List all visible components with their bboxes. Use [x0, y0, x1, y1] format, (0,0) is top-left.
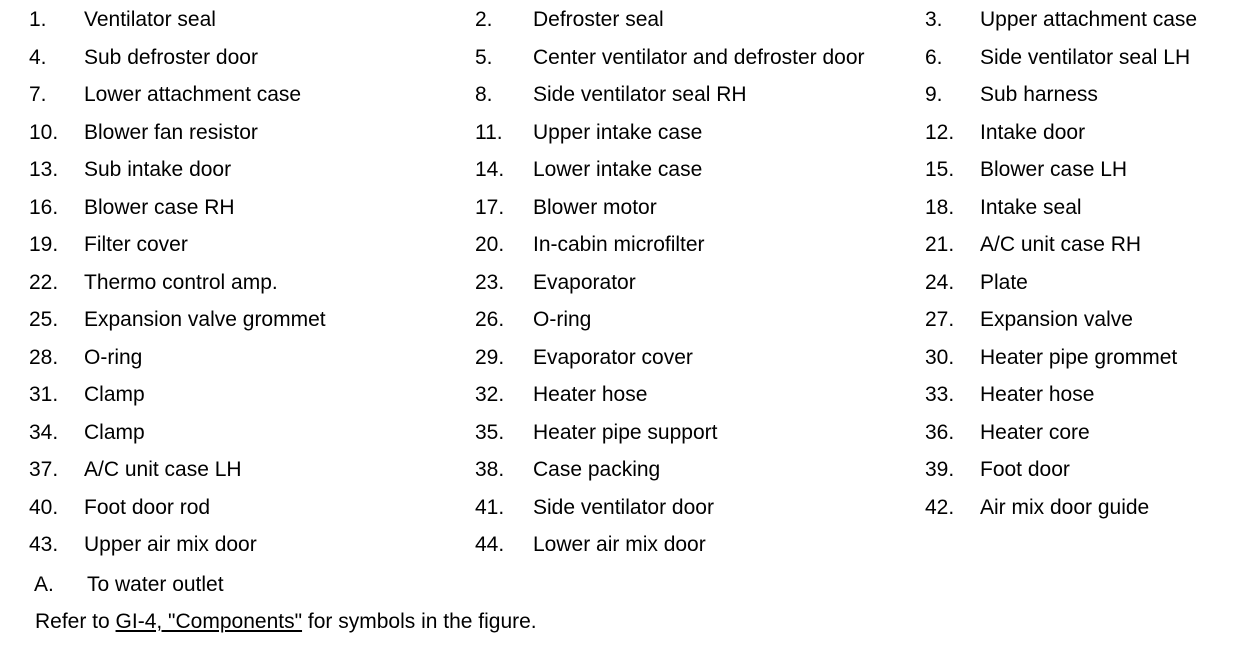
legend-number: 36.	[925, 420, 955, 444]
legend-label: Blower motor	[533, 195, 657, 219]
legend-number: 5.	[475, 45, 493, 69]
legend-label: Evaporator	[533, 270, 636, 294]
legend-label: Intake door	[980, 120, 1086, 144]
legend-number: 43.	[29, 533, 59, 556]
legend-number: 9.	[925, 83, 943, 106]
legend-label: Side ventilator seal LH	[980, 45, 1191, 69]
legend-number: 42.	[925, 495, 955, 519]
legend-number: 30.	[925, 345, 955, 369]
legend-number: 23.	[475, 270, 505, 294]
legend-number: 20.	[475, 233, 505, 256]
note-a-text: To water outlet	[87, 573, 224, 596]
legend-label: Clamp	[84, 420, 145, 444]
note-a	[34, 566, 224, 603]
legend-number: 16.	[29, 195, 59, 219]
legend-label: Sub intake door	[84, 158, 232, 181]
legend-number: 40.	[29, 495, 59, 519]
legend-label: Plate	[980, 270, 1028, 294]
legend-number: 15.	[925, 158, 955, 181]
legend-label: Heater pipe grommet	[980, 345, 1178, 369]
legend-label: Thermo control amp.	[84, 270, 278, 294]
legend-number: 21.	[925, 233, 955, 256]
legend-number: 31.	[29, 383, 59, 406]
legend-number: 37.	[29, 458, 59, 481]
legend-label: Blower fan resistor	[84, 120, 258, 144]
legend-label: Side ventilator door	[533, 495, 714, 519]
legend-label: Case packing	[533, 458, 661, 481]
legend-label: Heater hose	[533, 383, 648, 406]
legend-label: Upper intake case	[533, 120, 703, 144]
legend-label: Center ventilator and defroster door	[533, 45, 865, 69]
legend-label: Ventilator seal	[84, 8, 216, 31]
legend-number: 34.	[29, 420, 59, 444]
legend-label: Heater core	[980, 420, 1090, 444]
legend-number: 2.	[475, 8, 493, 31]
legend-number: 38.	[475, 458, 505, 481]
legend-label: Clamp	[84, 383, 145, 406]
refer-note	[35, 603, 537, 640]
legend-number: 10.	[29, 120, 59, 144]
legend-label: Sub harness	[980, 83, 1098, 106]
legend-number: 33.	[925, 383, 955, 406]
legend-number: 32.	[475, 383, 505, 406]
legend-number: 24.	[925, 270, 955, 294]
legend-number: 22.	[29, 270, 59, 294]
legend-label: A/C unit case RH	[980, 233, 1142, 256]
legend-label: Foot door	[980, 458, 1070, 481]
legend-label: Expansion valve	[980, 308, 1133, 331]
note-a-letter: A.	[34, 573, 54, 596]
legend-number: 14.	[475, 158, 505, 181]
legend-label: Heater pipe support	[533, 420, 718, 444]
legend-number: 13.	[29, 158, 59, 181]
legend-number: 39.	[925, 458, 955, 481]
legend-number: 18.	[925, 195, 955, 219]
legend-label: Defroster seal	[533, 8, 664, 31]
legend-label: Upper attachment case	[980, 8, 1198, 31]
legend-label: Sub defroster door	[84, 45, 258, 69]
legend-number: 7.	[29, 83, 47, 106]
legend-number: 26.	[475, 308, 505, 331]
legend-label: Upper air mix door	[84, 533, 257, 556]
legend-label: Blower case RH	[84, 195, 235, 219]
legend-number: 1.	[29, 8, 47, 31]
legend-label: Side ventilator seal RH	[533, 83, 747, 106]
legend-label: Blower case LH	[980, 158, 1128, 181]
legend-number: 11.	[475, 120, 503, 144]
legend-number: 29.	[475, 345, 505, 369]
legend-number: 6.	[925, 45, 943, 69]
legend-number: 25.	[29, 308, 59, 331]
legend-label: Foot door rod	[84, 495, 211, 519]
legend-number: 27.	[925, 308, 955, 331]
legend-number: 12.	[925, 120, 955, 144]
legend-label: Lower attachment case	[84, 83, 302, 106]
legend-number: 44.	[475, 533, 505, 556]
legend-number: 19.	[29, 233, 59, 256]
refer-prefix: Refer to	[35, 610, 116, 633]
legend-label: Heater hose	[980, 383, 1095, 406]
legend-label: Air mix door guide	[980, 495, 1150, 519]
legend-label: Filter cover	[84, 233, 188, 256]
legend-label: O-ring	[84, 345, 143, 369]
legend-number: 4.	[29, 45, 47, 69]
legend-label: O-ring	[533, 308, 592, 331]
refer-suffix: for symbols in the figure.	[302, 610, 537, 633]
legend-number: 28.	[29, 345, 59, 369]
legend-label: Evaporator cover	[533, 345, 693, 369]
legend-label: Expansion valve grommet	[84, 308, 326, 331]
legend-label: A/C unit case LH	[84, 458, 242, 481]
legend-label: Lower intake case	[533, 158, 703, 181]
legend-number: 3.	[925, 8, 943, 31]
legend-label: Intake seal	[980, 195, 1082, 219]
legend-label: Lower air mix door	[533, 533, 706, 556]
legend-label: In-cabin microfilter	[533, 233, 705, 256]
legend-number: 8.	[475, 83, 493, 106]
legend-number: 35.	[475, 420, 505, 444]
components-link[interactable]: GI-4, "Components"	[115, 610, 303, 633]
legend-number: 17.	[475, 195, 505, 219]
legend-number: 41.	[475, 495, 505, 519]
